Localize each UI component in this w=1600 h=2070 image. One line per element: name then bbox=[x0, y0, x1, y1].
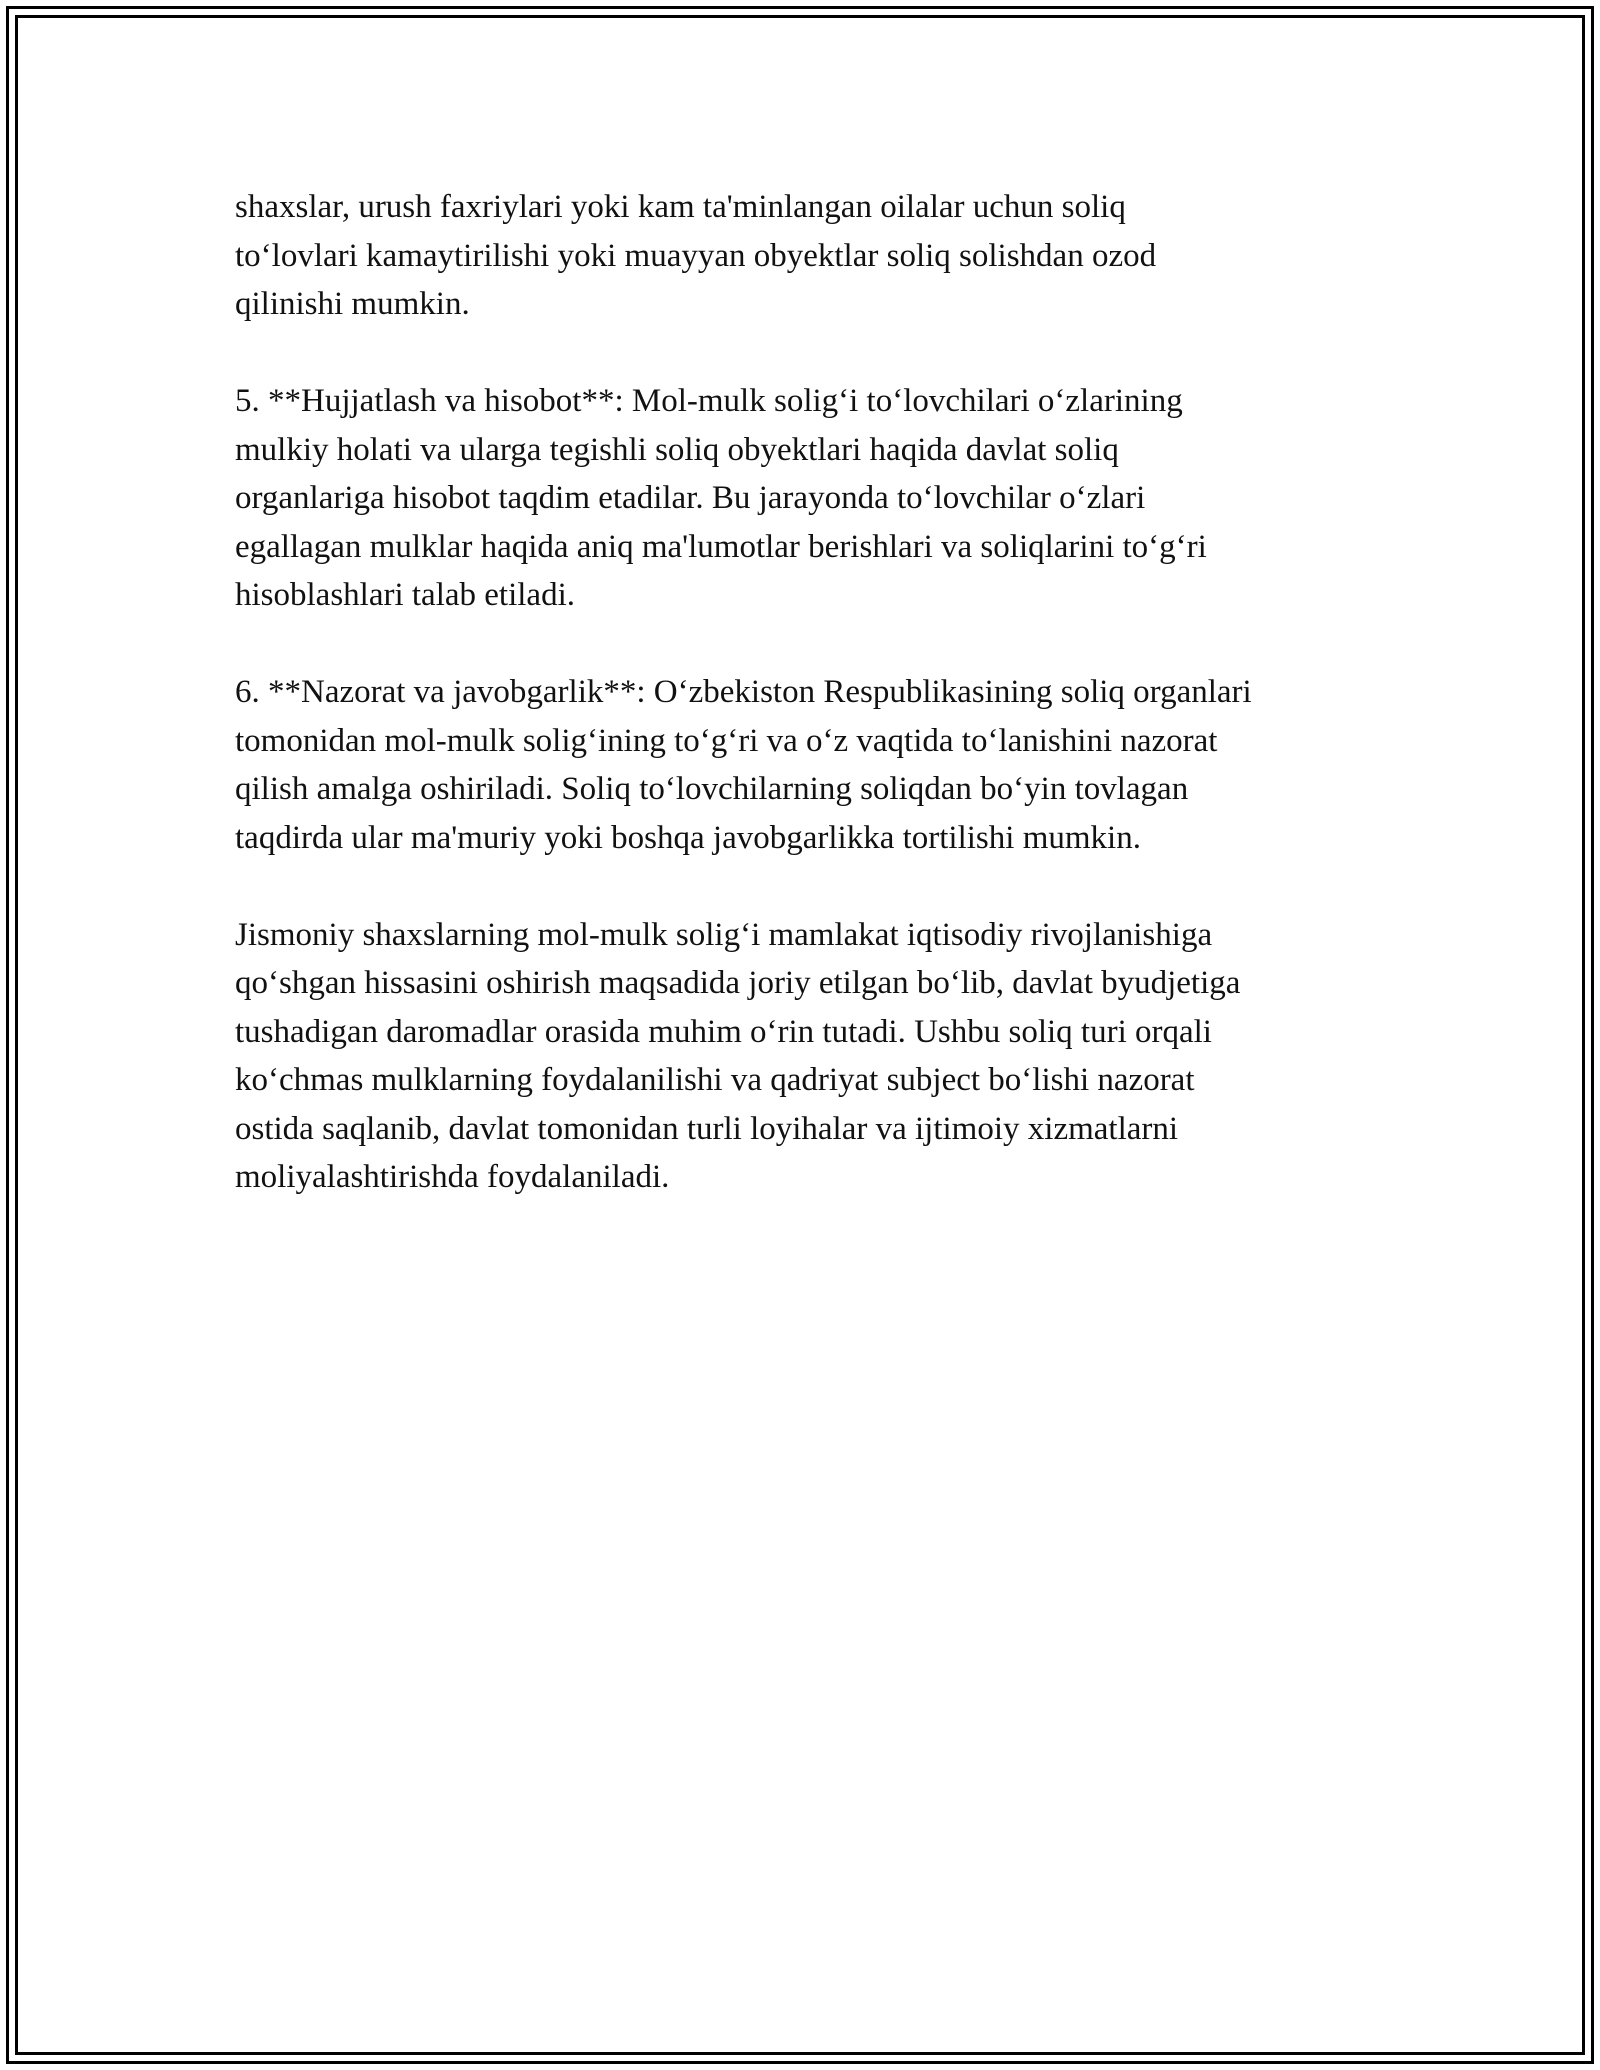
paragraph-control-liability: 6. **Nazorat va javobgarlik**: O‘zbekiston Respublikasining soliq organlari tomonidan mol-mulk solig‘ining to‘g‘ri va o‘z vaqtida to‘lanishini nazorat qilish amalga oshiriladi. Soliq to‘lovchilarning soliqdan bo‘yin tovlagan taqdirda ular ma'muriy yoki boshqa javobgarlikka tortilishi mumkin. bbox=[235, 674, 1252, 856]
paragraph-documentation-reporting: 5. **Hujjatlash va hisobot**: Mol-mulk solig‘i to‘lovchilari o‘zlarining mulkiy holati va ularga tegishli soliq obyektlari haqida davlat soliq organlariga hisobot taqdim etadilar. Bu jarayonda to‘lovchilar o‘zlari egallagan mulklar haqida aniq ma'lumotlar berishlari va soliqlarini to‘g‘ri hisoblashlari talab etiladi. bbox=[235, 383, 1207, 613]
document-body bbox=[235, 183, 1385, 1250]
paragraph-tax-exemptions: shaxslar, urush faxriylari yoki kam ta'minlangan oilalar uchun soliq to‘lovlari kamaytirilishi yoki muayyan obyektlar soliq solishdan ozod qilinishi mumkin. bbox=[235, 189, 1157, 322]
paragraph-conclusion: Jismoniy shaxslarning mol-mulk solig‘i mamlakat iqtisodiy rivojlanishiga qo‘shgan hissasini oshirish maqsadida joriy etilgan bo‘lib, davlat byudjetiga tushadigan daromadlar orasida muhim o‘rin tutadi. Ushbu soliq turi orqali ko‘chmas mulklarning foydalanilishi va qadriyat subject bo‘lishi nazorat ostida saqlanib, davlat tomonidan turli loyihalar va ijtimoiy xizmatlarni moliyalashtirishda foydalaniladi. bbox=[235, 916, 1241, 1195]
